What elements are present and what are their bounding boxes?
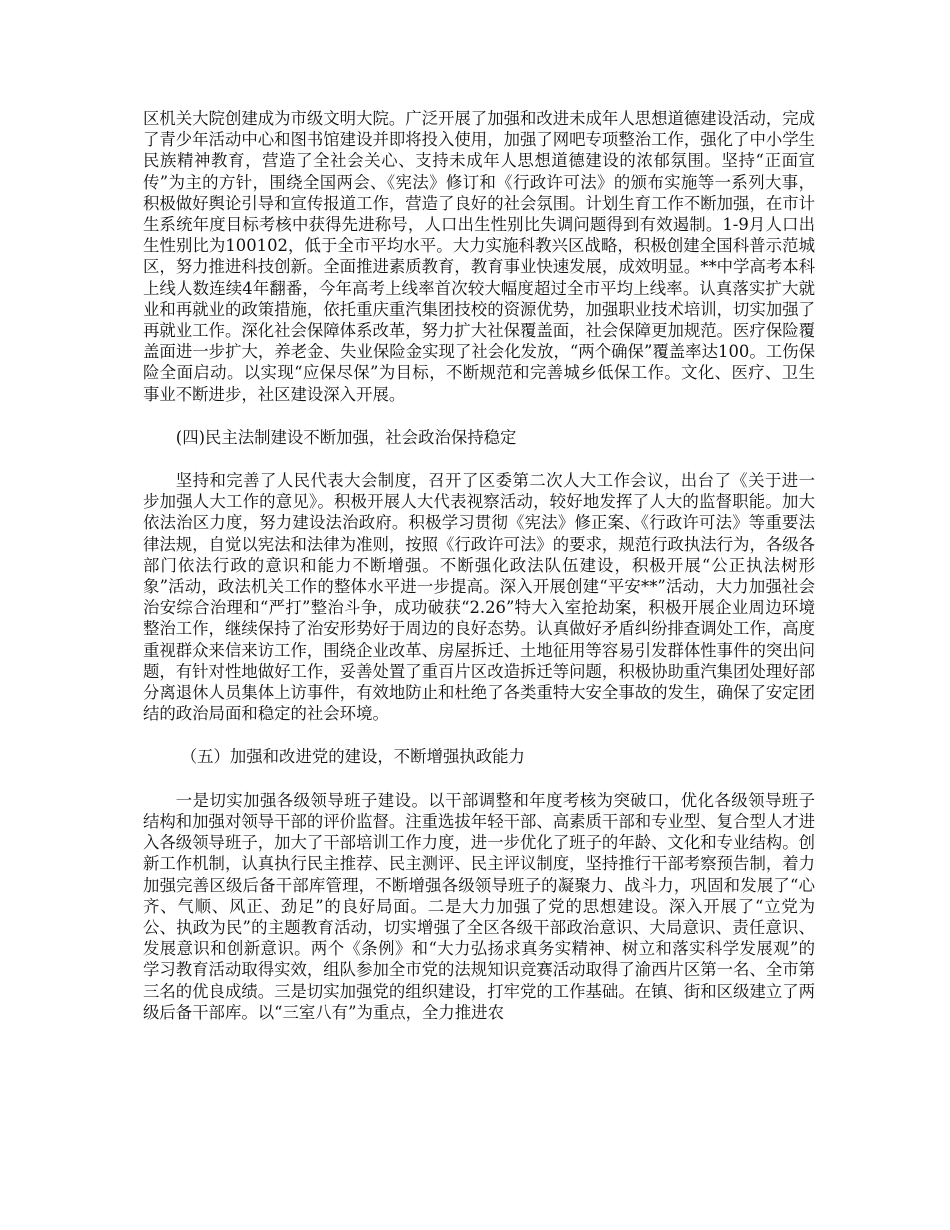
section-heading-4: (四)民主法制建设不断加强，社会政治保持稳定 — [175, 427, 517, 447]
spacer — [143, 448, 815, 470]
document-page — [143, 108, 815, 1023]
spacer — [143, 768, 815, 790]
section-heading-5: （五）加强和改进党的建设，不断增强执政能力 — [180, 747, 525, 767]
body-paragraph: 坚持和完善了人民代表大会制度，召开了区委第二次人大工作会议，出台了《关于进一步加强人大工作的意见》。积极开展人大代表视察活动，较好地发挥了人大的监督职能。加大依法治区力度，努力建设法治政府。积极学习贯彻《宪法》修正案、《行政许可法》等重要法律法规，自觉以宪法和法律为准则，按照《行政许可法》的要求，规范行政执法行为，各级各部门依法行政的意识和能力不断增强。不断强化政法队伍建设，积极开展“公正执法树形象”活动，政法机关工作的整体水平进一步提高。深入开展创建“平安**”活动，大力加强社会治安综合治理和“严打”整治斗争，成功破获“2.26”特大入室抢劫案，积极开展企业周边环境整治工作，继续保持了治安形势好于周边的良好态势。认真做好矛盾纠纷排查调处工作，高度重视群众来信来访工作，围绕企业改革、房屋拆迁、土地征用等容易引发群体性事件的突出问题，有针对性地做好工作，妥善处置了重百片区改造拆迁等问题，积极协助重汽集团处理好部分离退休人员集体上访事件，有效地防止和杜绝了各类重特大安全事故的发生，确保了安定团结的政治局面和稳定的社会环境。 — [143, 471, 816, 724]
spacer — [143, 405, 815, 427]
spacer — [143, 724, 815, 746]
body-paragraph: 区机关大院创建成为市级文明大院。广泛开展了加强和改进未成年人思想道德建设活动，完成了青少年活动中心和图书馆建设并即将投入使用，加强了网吧专项整治工作，强化了中小学生民族精神教育，营造了全社会关心、支持未成年人思想道德建设的浓郁氛围。坚持“正面宣传”为主的方针，围绕全国两会、《宪法》修订和《行政许可法》的颁布实施等一系列大事，积极做好舆论引导和宣传报道工作，营造了良好的社会氛围。计划生育工作不断加强，在市计生系统年度目标考核中获得先进称号，人口出生性别比失调问题得到有效遏制。1-9月人口出生性别比为100102，低于全市平均水平。大力实施科教兴区战略，积极创建全国科普示范城区，努力推进科技创新。全面推进素质教育，教育事业快速发展，成效明显。**中学高考本科上线人数连续4年翻番，今年高考上线率首次较大幅度超过全市平均上线率。认真落实扩大就业和再就业的政策措施，依托重庆重汽集团技校的资源优势，加强职业技术培训，切实加强了再就业工作。深化社会保障体系改革，努力扩大社保覆盖面，社会保障更加规范。医疗保险覆盖面进一步扩大，养老金、失业保险金实现了社会化发放，“两个确保”覆盖率达100。工伤保险全面启动。以实现“应保尽保”为目标，不断规范和完善城乡低保工作。文化、医疗、卫生事业不断进步，社区建设深入开展。 — [143, 109, 816, 404]
body-paragraph: 一是切实加强各级领导班子建设。以干部调整和年度考核为突破口，优化各级领导班子结构和加强对领导干部的评价监督。注重选拔年轻干部、高素质干部和专业型、复合型人才进入各级领导班子，加大了干部培训工作力度，进一步优化了班子的年龄、文化和专业结构。创新工作机制，认真执行民主推荐、民主测评、民主评议制度，坚持推行干部考察预告制，着力加强完善区级后备干部库管理，不断增强各级领导班子的凝聚力、战斗力，巩固和发展了“心齐、气顺、风正、劲足”的良好局面。二是大力加强了党的思想建设。深入开展了“立党为公、执政为民”的主题教育活动，切实增强了全区各级干部政治意识、大局意识、责任意识、发展意识和创新意识。两个《条例》和“大力弘扬求真务实精神、树立和落实科学发展观”的学习教育活动取得实效，组队参加全市党的法规知识竞赛活动取得了渝西片区第一名、全市第三名的优良成绩。三是切实加强党的组织建设，打牢党的工作基础。在镇、街和区级建立了两级后备干部库。以“三室八有”为重点，全力推进农 — [143, 790, 816, 1022]
